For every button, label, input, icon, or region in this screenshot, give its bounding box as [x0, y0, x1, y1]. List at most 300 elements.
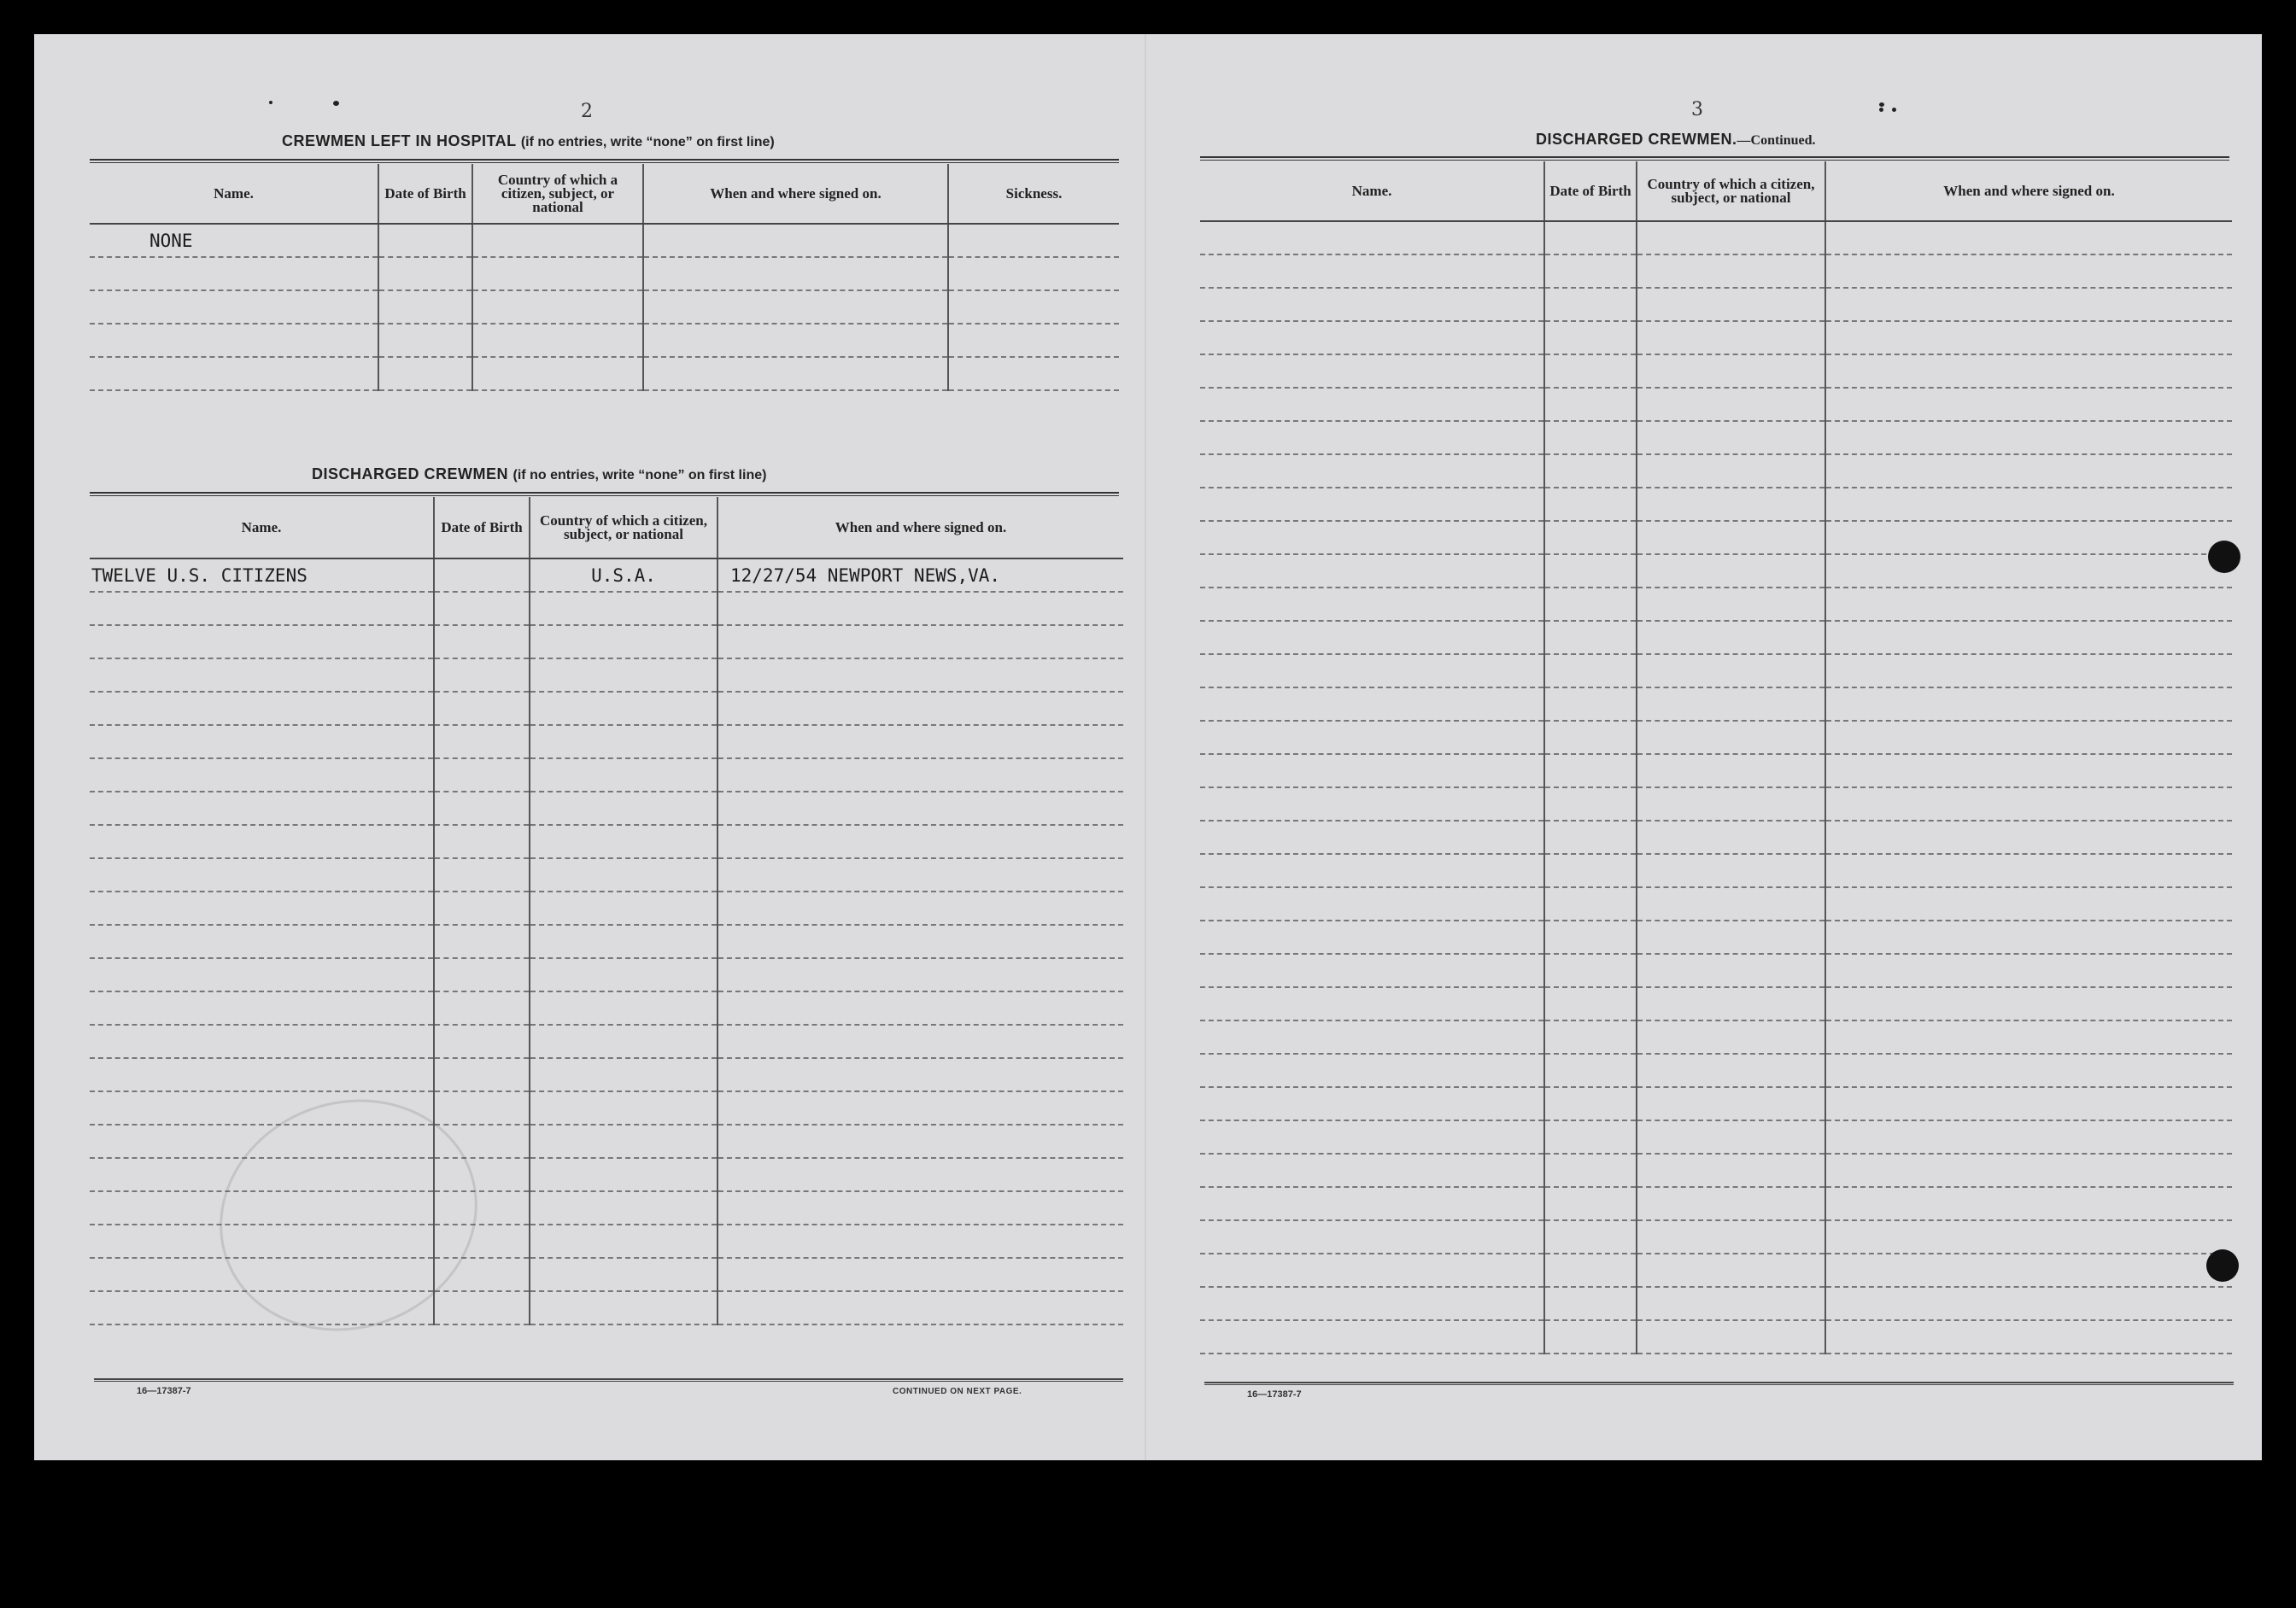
continued-cell-country — [1637, 1120, 1825, 1154]
continued-col-name: Name. — [1200, 161, 1544, 221]
table-row — [1200, 554, 2232, 588]
discharged-col-dob: Date of Birth — [434, 497, 530, 558]
continued-cell-signed-on — [1825, 854, 2232, 887]
left-footer-rule — [94, 1378, 1123, 1382]
continued-cell-name — [1200, 1254, 1544, 1287]
discharged-header-row — [90, 497, 1123, 558]
continued-cell-name — [1200, 621, 1544, 654]
continued-cell-signed-on — [1825, 821, 2232, 854]
discharged-cell-name: TWELVE U.S. CITIZENS — [90, 558, 434, 592]
continued-cell-name — [1200, 854, 1544, 887]
discharged-cell-signed-on — [718, 925, 1123, 958]
discharged-cell-dob — [434, 1058, 530, 1091]
discharged-cell-signed-on — [718, 1158, 1123, 1191]
hospital-cell-signed-on — [643, 324, 948, 357]
speck-mark — [1892, 108, 1896, 112]
table-row — [90, 592, 1123, 625]
continued-cell-signed-on — [1825, 421, 2232, 454]
table-row — [1200, 954, 2232, 987]
discharged-cell-signed-on — [718, 658, 1123, 692]
continued-cell-country — [1637, 954, 1825, 987]
discharged-cell-dob — [434, 658, 530, 692]
speck-mark — [1879, 102, 1884, 107]
hospital-section-title — [282, 132, 775, 150]
continued-cell-name — [1200, 787, 1544, 821]
continued-cell-signed-on — [1825, 521, 2232, 554]
continued-cell-dob — [1544, 1320, 1637, 1354]
discharged-cell-country — [530, 1091, 718, 1125]
table-row — [90, 858, 1123, 892]
continued-cell-country — [1637, 221, 1825, 254]
discharged-cell-signed-on — [718, 758, 1123, 792]
continued-cell-signed-on — [1825, 621, 2232, 654]
table-row — [1200, 488, 2232, 521]
table-row — [1200, 354, 2232, 388]
continued-cell-signed-on — [1825, 954, 2232, 987]
continued-cell-country — [1637, 1087, 1825, 1120]
table-row — [1200, 1087, 2232, 1120]
continued-cell-dob — [1544, 221, 1637, 254]
discharged-cell-dob — [434, 1091, 530, 1125]
continued-cell-country — [1637, 654, 1825, 687]
hospital-cell-country — [472, 290, 643, 324]
continued-cell-dob — [1544, 1120, 1637, 1154]
table-row — [1200, 1220, 2232, 1254]
table-row — [90, 357, 1119, 390]
discharged-cell-dob — [434, 758, 530, 792]
table-row — [1200, 654, 2232, 687]
speck-mark — [269, 101, 272, 104]
continued-cell-name — [1200, 1054, 1544, 1087]
discharged-cell-dob — [434, 925, 530, 958]
continued-cell-name — [1200, 954, 1544, 987]
discharged-cell-signed-on — [718, 991, 1123, 1025]
continued-cell-country — [1637, 454, 1825, 488]
discharged-cell-name — [90, 692, 434, 725]
discharged-cell-dob — [434, 592, 530, 625]
discharged-cell-dob — [434, 625, 530, 658]
continued-cell-name — [1200, 454, 1544, 488]
continued-cell-country — [1637, 1154, 1825, 1187]
continued-cell-signed-on — [1825, 1087, 2232, 1120]
discharged-cell-country: U.S.A. — [530, 558, 718, 592]
continued-cell-dob — [1544, 887, 1637, 921]
table-row — [90, 792, 1123, 825]
hospital-table — [90, 164, 1119, 391]
continued-cell-dob — [1544, 1254, 1637, 1287]
continued-cell-name — [1200, 821, 1544, 854]
right-form-number: 16—17387-7 — [1247, 1389, 1302, 1400]
continued-cell-signed-on — [1825, 687, 2232, 721]
discharged-cell-name — [90, 958, 434, 991]
discharged-cell-country — [530, 1191, 718, 1225]
table-row — [1200, 754, 2232, 787]
document-sheet — [34, 34, 2262, 1460]
speck-mark — [333, 101, 339, 106]
discharged-top-rule — [90, 492, 1119, 496]
continued-col-country: Country of which a citizen, subject, or national — [1637, 161, 1825, 221]
discharged-col-name: Name. — [90, 497, 434, 558]
continued-cell-signed-on — [1825, 1254, 2232, 1287]
discharged-cell-name — [90, 758, 434, 792]
hospital-cell-sickness — [948, 357, 1119, 390]
table-row — [90, 958, 1123, 991]
continued-cell-signed-on — [1825, 221, 2232, 254]
discharged-cell-country — [530, 1058, 718, 1091]
discharged-cell-name — [90, 825, 434, 858]
continued-cell-name — [1200, 1187, 1544, 1220]
hospital-cell-country — [472, 224, 643, 257]
discharged-cell-country — [530, 1291, 718, 1324]
continued-cell-signed-on — [1825, 1054, 2232, 1087]
hospital-cell-name: NONE — [90, 224, 378, 257]
continued-cell-signed-on — [1825, 1154, 2232, 1187]
continued-cell-dob — [1544, 987, 1637, 1020]
hospital-cell-signed-on — [643, 224, 948, 257]
discharged-cell-country — [530, 825, 718, 858]
discharged-cell-country — [530, 892, 718, 925]
continued-cell-name — [1200, 1120, 1544, 1154]
continued-cell-dob — [1544, 521, 1637, 554]
hospital-cell-dob — [378, 324, 472, 357]
discharged-cell-name — [90, 592, 434, 625]
page-fold — [1145, 34, 1146, 1460]
table-row — [90, 290, 1119, 324]
hospital-col-country: Country of which a citizen, subject, or national — [472, 164, 643, 224]
hospital-cell-name — [90, 357, 378, 390]
table-row — [90, 1025, 1123, 1058]
table-row — [90, 725, 1123, 758]
speck-mark — [1879, 108, 1883, 112]
discharged-col-signed-on: When and where signed on. — [718, 497, 1123, 558]
discharged-cell-dob — [434, 825, 530, 858]
table-row — [90, 1125, 1123, 1158]
table-row — [1200, 454, 2232, 488]
continued-cell-country — [1637, 721, 1825, 754]
discharged-cell-signed-on: 12/27/54 NEWPORT NEWS,VA. — [718, 558, 1123, 592]
discharged-cell-name — [90, 658, 434, 692]
continued-cell-signed-on — [1825, 488, 2232, 521]
continued-cell-dob — [1544, 254, 1637, 288]
table-row — [1200, 1320, 2232, 1354]
continued-cell-signed-on — [1825, 1120, 2232, 1154]
table-row — [1200, 887, 2232, 921]
continued-cell-name — [1200, 421, 1544, 454]
discharged-cell-dob — [434, 958, 530, 991]
continued-cell-dob — [1544, 654, 1637, 687]
table-row — [90, 257, 1119, 290]
left-form-number: 16—17387-7 — [137, 1386, 191, 1396]
table-row — [90, 991, 1123, 1025]
continued-cell-name — [1200, 354, 1544, 388]
continued-cell-country — [1637, 1054, 1825, 1087]
discharged-cell-signed-on — [718, 825, 1123, 858]
continued-cell-country — [1637, 388, 1825, 421]
continued-title-suffix: —Continued. — [1737, 133, 1816, 148]
continued-cell-name — [1200, 721, 1544, 754]
table-row — [90, 625, 1123, 658]
discharged-cell-name — [90, 792, 434, 825]
continued-cell-signed-on — [1825, 1320, 2232, 1354]
continued-cell-signed-on — [1825, 721, 2232, 754]
discharged-cell-signed-on — [718, 1125, 1123, 1158]
continued-col-dob: Date of Birth — [1544, 161, 1637, 221]
table-row — [1200, 288, 2232, 321]
table-row — [1200, 221, 2232, 254]
table-row — [1200, 388, 2232, 421]
table-row — [90, 1058, 1123, 1091]
table-row — [90, 558, 1123, 592]
hospital-cell-dob — [378, 290, 472, 324]
continued-cell-name — [1200, 254, 1544, 288]
table-row — [1200, 1187, 2232, 1220]
continued-cell-name — [1200, 588, 1544, 621]
continued-cell-name — [1200, 521, 1544, 554]
continued-table — [1200, 161, 2232, 1354]
continued-cell-name — [1200, 1287, 1544, 1320]
table-row — [1200, 721, 2232, 754]
hospital-title-note: (if no entries, write “none” on first line) — [520, 135, 775, 149]
discharged-cell-signed-on — [718, 725, 1123, 758]
continued-cell-country — [1637, 1320, 1825, 1354]
discharged-cell-country — [530, 958, 718, 991]
table-row — [1200, 921, 2232, 954]
hospital-cell-dob — [378, 357, 472, 390]
table-row — [1200, 1287, 2232, 1320]
hospital-col-signed-on: When and where signed on. — [643, 164, 948, 224]
continued-cell-country — [1637, 354, 1825, 388]
discharged-title-note: (if no entries, write “none” on first line) — [512, 468, 767, 482]
table-row — [1200, 1120, 2232, 1154]
continued-cell-name — [1200, 488, 1544, 521]
continued-cell-signed-on — [1825, 1020, 2232, 1054]
continued-cell-country — [1637, 1187, 1825, 1220]
continued-note: CONTINUED ON NEXT PAGE. — [893, 1387, 1022, 1396]
discharged-cell-country — [530, 692, 718, 725]
continued-title-text: DISCHARGED CREWMEN. — [1536, 131, 1737, 148]
discharged-cell-dob — [434, 792, 530, 825]
table-row — [1200, 1254, 2232, 1287]
table-row — [1200, 521, 2232, 554]
discharged-cell-name — [90, 625, 434, 658]
continued-cell-dob — [1544, 821, 1637, 854]
discharged-cell-name — [90, 725, 434, 758]
discharged-cell-country — [530, 1125, 718, 1158]
hospital-cell-name — [90, 290, 378, 324]
table-row — [90, 324, 1119, 357]
continued-cell-name — [1200, 554, 1544, 588]
continued-cell-signed-on — [1825, 1287, 2232, 1320]
continued-cell-country — [1637, 787, 1825, 821]
continued-cell-signed-on — [1825, 588, 2232, 621]
discharged-title-text: DISCHARGED CREWMEN — [312, 465, 509, 482]
continued-cell-country — [1637, 987, 1825, 1020]
table-row — [90, 758, 1123, 792]
hospital-cell-sickness — [948, 224, 1119, 257]
discharged-cell-signed-on — [718, 1058, 1123, 1091]
continued-cell-country — [1637, 921, 1825, 954]
continued-cell-name — [1200, 288, 1544, 321]
hospital-cell-dob — [378, 257, 472, 290]
discharged-cell-name — [90, 991, 434, 1025]
hospital-cell-sickness — [948, 324, 1119, 357]
discharged-cell-dob — [434, 692, 530, 725]
page-number-right: 3 — [1691, 99, 1703, 120]
continued-cell-dob — [1544, 1220, 1637, 1254]
continued-cell-country — [1637, 1254, 1825, 1287]
continued-cell-name — [1200, 687, 1544, 721]
continued-cell-country — [1637, 521, 1825, 554]
discharged-cell-signed-on — [718, 1025, 1123, 1058]
continued-cell-dob — [1544, 354, 1637, 388]
hospital-title-text: CREWMEN LEFT IN HOSPITAL — [282, 132, 517, 149]
hospital-cell-country — [472, 357, 643, 390]
discharged-cell-country — [530, 758, 718, 792]
table-row — [1200, 588, 2232, 621]
continued-cell-signed-on — [1825, 554, 2232, 588]
table-row — [1200, 821, 2232, 854]
discharged-cell-dob — [434, 1025, 530, 1058]
hospital-cell-dob — [378, 224, 472, 257]
hospital-col-dob: Date of Birth — [378, 164, 472, 224]
continued-cell-dob — [1544, 288, 1637, 321]
continued-cell-country — [1637, 554, 1825, 588]
continued-cell-country — [1637, 1220, 1825, 1254]
continued-cell-country — [1637, 254, 1825, 288]
discharged-cell-dob — [434, 991, 530, 1025]
continued-cell-dob — [1544, 687, 1637, 721]
continued-cell-country — [1637, 1020, 1825, 1054]
hospital-header-row — [90, 164, 1119, 224]
discharged-cell-signed-on — [718, 858, 1123, 892]
hospital-cell-signed-on — [643, 257, 948, 290]
hospital-cell-sickness — [948, 257, 1119, 290]
continued-cell-country — [1637, 854, 1825, 887]
continued-cell-country — [1637, 588, 1825, 621]
continued-cell-name — [1200, 921, 1544, 954]
continued-cell-dob — [1544, 921, 1637, 954]
discharged-cell-signed-on — [718, 792, 1123, 825]
continued-cell-dob — [1544, 754, 1637, 787]
continued-cell-country — [1637, 621, 1825, 654]
continued-top-rule — [1200, 156, 2229, 161]
discharged-cell-signed-on — [718, 692, 1123, 725]
continued-cell-signed-on — [1825, 1187, 2232, 1220]
continued-cell-name — [1200, 1020, 1544, 1054]
continued-cell-signed-on — [1825, 254, 2232, 288]
discharged-cell-signed-on — [718, 892, 1123, 925]
hospital-cell-name — [90, 324, 378, 357]
continued-cell-country — [1637, 887, 1825, 921]
discharged-cell-name — [90, 892, 434, 925]
table-row — [1200, 787, 2232, 821]
continued-cell-country — [1637, 821, 1825, 854]
continued-cell-dob — [1544, 1054, 1637, 1087]
continued-cell-dob — [1544, 1154, 1637, 1187]
continued-cell-country — [1637, 321, 1825, 354]
discharged-cell-signed-on — [718, 1091, 1123, 1125]
table-row — [90, 825, 1123, 858]
table-row — [1200, 421, 2232, 454]
continued-cell-signed-on — [1825, 1220, 2232, 1254]
continued-cell-name — [1200, 1154, 1544, 1187]
discharged-cell-signed-on — [718, 958, 1123, 991]
discharged-cell-country — [530, 1225, 718, 1258]
table-row — [1200, 1020, 2232, 1054]
continued-cell-dob — [1544, 588, 1637, 621]
table-row — [1200, 1154, 2232, 1187]
discharged-cell-country — [530, 1025, 718, 1058]
continued-cell-signed-on — [1825, 454, 2232, 488]
discharged-cell-name — [90, 1058, 434, 1091]
discharged-col-country: Country of which a citizen, subject, or national — [530, 497, 718, 558]
continued-cell-signed-on — [1825, 388, 2232, 421]
discharged-cell-name — [90, 925, 434, 958]
discharged-cell-dob — [434, 1291, 530, 1324]
continued-cell-dob — [1544, 321, 1637, 354]
continued-cell-dob — [1544, 1087, 1637, 1120]
continued-section-title — [1536, 131, 1816, 149]
continued-cell-signed-on — [1825, 654, 2232, 687]
continued-cell-dob — [1544, 554, 1637, 588]
continued-cell-dob — [1544, 454, 1637, 488]
table-row — [1200, 254, 2232, 288]
continued-cell-signed-on — [1825, 321, 2232, 354]
discharged-cell-signed-on — [718, 1191, 1123, 1225]
continued-cell-signed-on — [1825, 787, 2232, 821]
discharged-cell-country — [530, 991, 718, 1025]
discharged-cell-name — [90, 1025, 434, 1058]
discharged-cell-signed-on — [718, 1291, 1123, 1324]
discharged-cell-signed-on — [718, 592, 1123, 625]
hospital-cell-signed-on — [643, 357, 948, 390]
continued-cell-name — [1200, 221, 1544, 254]
continued-cell-signed-on — [1825, 987, 2232, 1020]
discharged-cell-dob — [434, 892, 530, 925]
hospital-col-sickness: Sickness. — [948, 164, 1119, 224]
punch-hole-upper — [2208, 541, 2240, 573]
hospital-col-name: Name. — [90, 164, 378, 224]
continued-cell-name — [1200, 1320, 1544, 1354]
discharged-cell-signed-on — [718, 1258, 1123, 1291]
continued-cell-dob — [1544, 954, 1637, 987]
discharged-section-title — [312, 465, 766, 483]
table-row — [1200, 687, 2232, 721]
continued-cell-name — [1200, 1220, 1544, 1254]
continued-cell-signed-on — [1825, 921, 2232, 954]
table-row — [1200, 1054, 2232, 1087]
discharged-cell-country — [530, 858, 718, 892]
continued-cell-signed-on — [1825, 754, 2232, 787]
table-row — [90, 925, 1123, 958]
discharged-cell-country — [530, 792, 718, 825]
discharged-cell-dob — [434, 858, 530, 892]
continued-cell-dob — [1544, 721, 1637, 754]
continued-cell-dob — [1544, 1187, 1637, 1220]
table-row — [1200, 987, 2232, 1020]
right-footer-rule — [1204, 1382, 2234, 1385]
continued-cell-signed-on — [1825, 887, 2232, 921]
table-row — [1200, 321, 2232, 354]
discharged-cell-name — [90, 858, 434, 892]
continued-cell-country — [1637, 1287, 1825, 1320]
hospital-cell-signed-on — [643, 290, 948, 324]
continued-cell-name — [1200, 987, 1544, 1020]
continued-cell-country — [1637, 754, 1825, 787]
discharged-cell-country — [530, 592, 718, 625]
table-row — [90, 658, 1123, 692]
table-row — [90, 1291, 1123, 1324]
